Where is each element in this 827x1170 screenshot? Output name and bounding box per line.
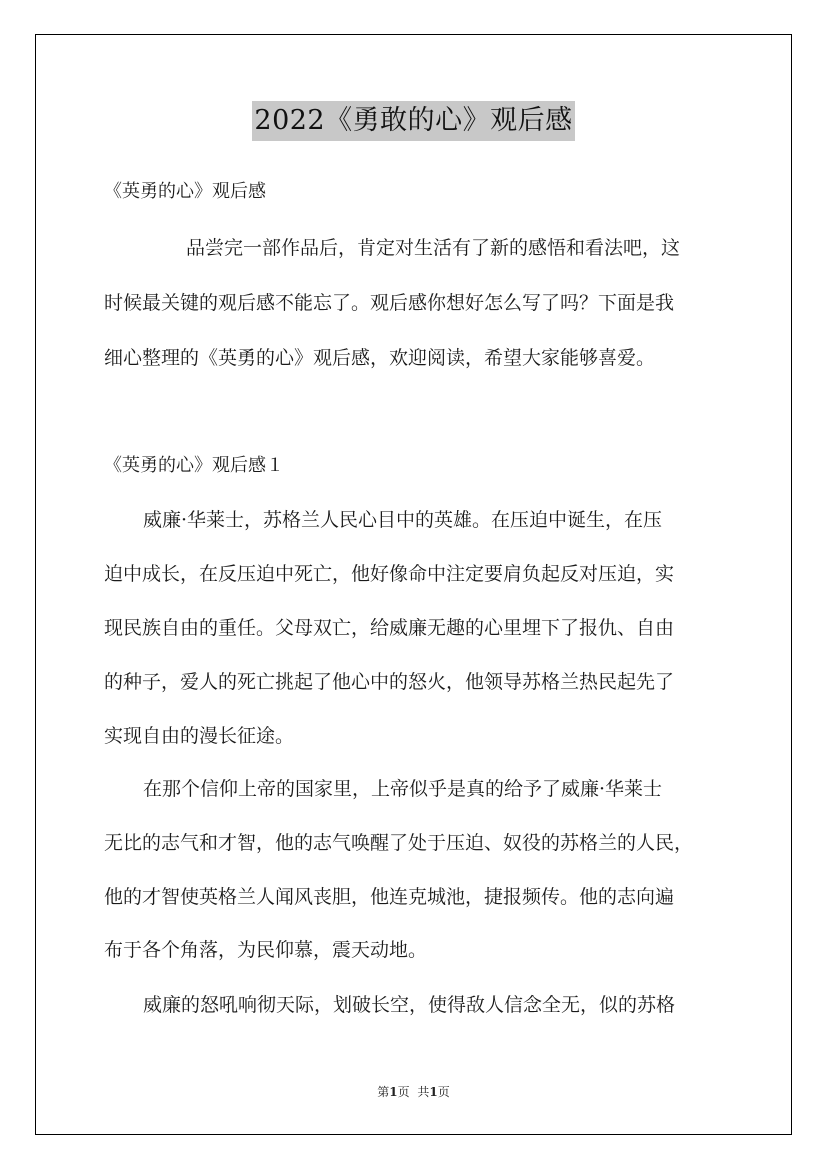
page-footer xyxy=(0,1084,827,1100)
body-line: 实现自由的漫长征途。 xyxy=(104,725,295,747)
body-line: 迫中成长，在反压迫中死亡，他好像命中注定要肩负起反对压迫，实 xyxy=(104,563,675,585)
intro-line: 细心整理的《英勇的心》观后感，欢迎阅读，希望大家能够喜爱。 xyxy=(104,347,656,369)
intro-line: 品尝完一部作品后，肯定对生活有了新的感悟和看法吧，这 xyxy=(186,237,681,259)
title-container xyxy=(0,101,827,141)
footer-page-suffix: 页 xyxy=(397,1085,410,1099)
intro-line: 时候最关键的观后感不能忘了。观后感你想好怎么写了吗？下面是我 xyxy=(104,292,675,314)
body-line: 的种子，爱人的死亡挑起了他心中的怒火，他领导苏格兰热民起先了 xyxy=(104,671,675,693)
intro-subtitle: 《英勇的心》观后感 xyxy=(104,181,266,202)
body-line: 布于各个角落，为民仰慕，震天动地。 xyxy=(104,939,428,961)
document-title: 2022《勇敢的心》观后感 xyxy=(252,101,574,141)
body-line: 威廉的怒吼响彻天际，划破长空，使得敌人信念全无，似的苏格 xyxy=(143,994,676,1016)
footer-page-prefix: 第 xyxy=(377,1085,390,1099)
body-line: 他的才智使英格兰人闻风丧胆，他连克城池，捷报频传。他的志向遍 xyxy=(104,886,675,908)
body-line: 无比的志气和才智，他的志气唤醒了处于压迫、奴役的苏格兰的人民， xyxy=(104,832,694,854)
body-line: 现民族自由的重任。父母双亡，给威廉无趣的心里埋下了报仇、自由 xyxy=(104,617,675,639)
section-title: 《英勇的心》观后感１ xyxy=(104,455,284,476)
footer-page-number: 1 xyxy=(389,1085,398,1099)
body-line: 威廉·华莱士，苏格兰人民心目中的英雄。在压迫中诞生，在压 xyxy=(143,509,663,531)
footer-total-prefix: 共 xyxy=(417,1085,430,1099)
footer-total-suffix: 页 xyxy=(437,1085,450,1099)
body-line: 在那个信仰上帝的国家里，上帝似乎是真的给予了威廉·华莱士 xyxy=(143,778,663,800)
footer-total-number: 1 xyxy=(429,1085,438,1099)
